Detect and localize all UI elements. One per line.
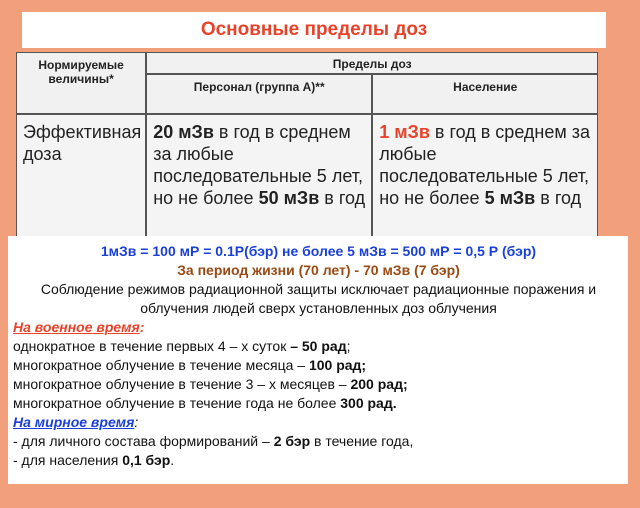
header-personnel (146, 74, 372, 114)
title-box (22, 12, 606, 48)
personnel-value-b: 50 мЗв (258, 188, 320, 208)
peace-item-text: - для населения (13, 452, 123, 468)
peace-time-heading: На мирное время (13, 414, 135, 430)
dose-limits-table (16, 52, 598, 244)
peace-item-value: 0,1 бэр (122, 452, 171, 468)
info-box (8, 236, 628, 484)
header-normed-values (16, 52, 146, 114)
personnel-text-a: в год в среднем за любые последовательные 5 лет, но не более (153, 122, 363, 208)
header-personnel-label: Персонал (группа А)** (193, 80, 325, 94)
row-label-effective-dose (16, 114, 146, 244)
peace-item (13, 432, 624, 451)
population-value-a: 1 мЗв (379, 122, 430, 142)
personnel-text-b: в год (319, 188, 366, 208)
header-normed-values-label: Нормируемые величины* (38, 58, 124, 86)
peace-item-tail: . (170, 452, 175, 468)
peace-time-heading-line (13, 413, 624, 432)
row-label-text: Эффективная доза (23, 122, 142, 164)
population-text-b: в год (535, 188, 582, 208)
war-item (13, 375, 624, 394)
war-item-value: – 50 рад (290, 338, 347, 354)
war-item-text: многократное облучение в течение 3 – х месяцев – (13, 376, 351, 392)
war-item-tail: ; (346, 338, 351, 354)
war-time-heading-line (13, 318, 624, 337)
lifetime-dose-line: За период жизни (70 лет) - 70 мЗв (7 бэр) (177, 262, 460, 278)
war-item (13, 394, 624, 413)
personnel-value-a: 20 мЗв (153, 122, 214, 142)
war-item-value: 200 рад; (350, 376, 408, 392)
header-population (372, 74, 598, 114)
peace-item-value: 2 бэр (273, 433, 311, 449)
peace-item-text: - для личного состава формирований – (13, 433, 274, 449)
page-title: Основные пределы доз (200, 19, 428, 40)
personnel-dose-cell (146, 114, 372, 244)
war-item-text: многократное облучение в течение месяца – (13, 357, 309, 373)
war-item (13, 337, 624, 356)
header-dose-limits (146, 52, 598, 74)
protection-regime-text: Соблюдение режимов радиационной защиты исключает радиационные поражения и облучения людей сверх установленных доз облучения (40, 281, 597, 316)
header-population-label: Население (453, 80, 518, 94)
war-item-text: однократное в течение первых 4 – х суток (13, 338, 291, 354)
war-time-colon: : (139, 319, 145, 335)
war-item-value: 100 рад; (308, 357, 367, 373)
war-item-value: 300 рад. (340, 395, 397, 411)
dose-equivalence-line: 1мЗв = 100 мР = 0.1Р(бэр) не более 5 мЗв = 500 мР = 0,5 Р (бэр) (100, 243, 537, 259)
war-item-text: многократное облучение в течение года не более (13, 395, 341, 411)
population-dose-cell (372, 114, 598, 244)
peace-item (13, 451, 624, 470)
header-dose-limits-label: Пределы доз (332, 57, 412, 71)
population-text-a: в год в среднем за любые последовательные 5 лет, но не более (379, 122, 591, 208)
war-time-heading: На военное время (13, 319, 140, 335)
war-item (13, 356, 624, 375)
peace-item-tail: в течение года, (310, 433, 414, 449)
population-value-b: 5 мЗв (484, 188, 536, 208)
peace-time-colon: : (134, 414, 139, 430)
